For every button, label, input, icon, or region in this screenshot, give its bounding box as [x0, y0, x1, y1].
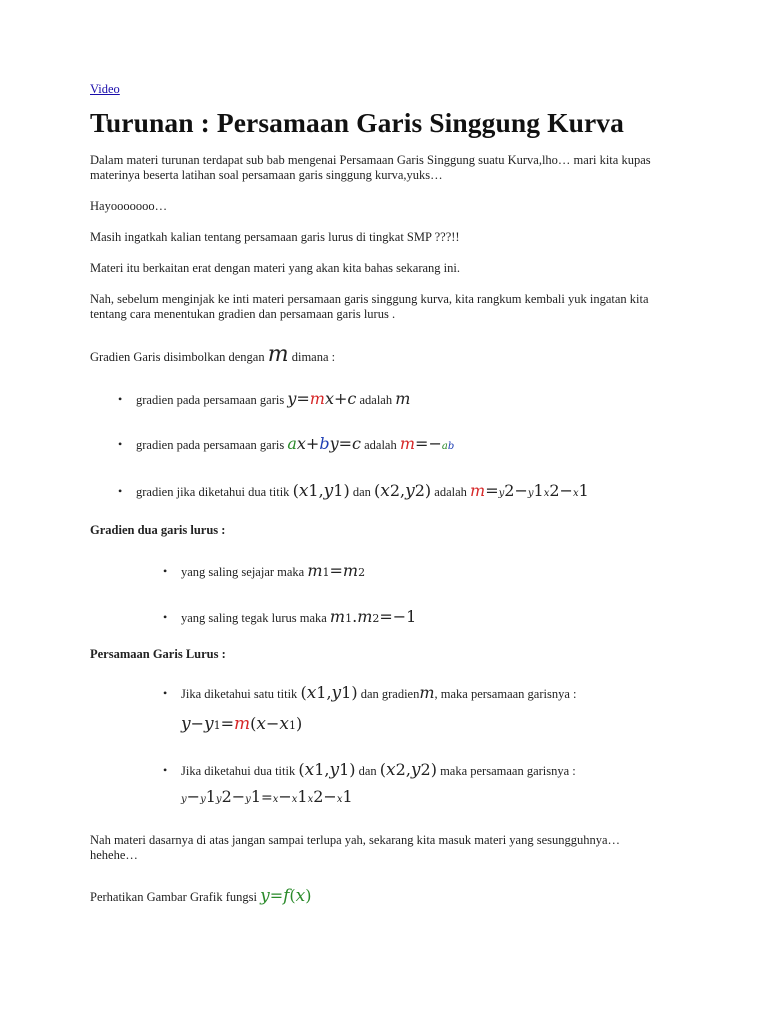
nah-paragraph: Nah, sebelum menginjak ke inti materi persamaan garis singgung kurva, kita rangkum kembali yuk ingatan kita tentang cara menentukan gradien dan persamaan garis lurus . — [90, 292, 649, 321]
hay-paragraph: Hayooooooo… — [90, 199, 168, 213]
formula-tegak: m1.m2=−1 — [329, 607, 417, 626]
formula-point2: (x2,y2) — [374, 481, 432, 501]
m-symbol: m — [267, 342, 289, 367]
formula-point1: (x1,y1) — [300, 683, 358, 703]
intro-paragraph: Dalam materi turunan terdapat sub bab mengenai Persamaan Garis Singgung suatu Kurva,lho… mari kita kupas materinya beserta latihan soal persamaan garis singgung kurva,yuks… — [90, 153, 651, 182]
list-item-text: adalah — [359, 393, 393, 407]
gradien-list — [118, 388, 680, 505]
heading-persamaan: Persamaan Garis Lurus : — [90, 647, 226, 661]
gradien-intro-text: Gradien Garis disimbolkan dengan — [90, 350, 265, 364]
bullet-icon: • — [163, 564, 168, 578]
bullet-icon: • — [118, 437, 123, 451]
list-item-text: gradien pada persamaan garis — [136, 438, 285, 452]
bullet-icon: • — [163, 763, 168, 777]
formula-m-neg-ab: m=−ab — [399, 434, 455, 453]
formula-m: m — [419, 683, 435, 702]
list-item-text: dan — [358, 764, 377, 778]
list-item — [163, 560, 680, 584]
persamaan-list — [163, 682, 680, 811]
formula-ymxc: y=mx+c — [287, 389, 357, 408]
materi-paragraph: Materi itu berkaitan erat dengan materi yang akan kita bahas sekarang ini. — [90, 261, 460, 275]
list-item-text: yang saling tegak lurus maka — [181, 611, 327, 625]
list-item — [163, 682, 680, 737]
list-item — [118, 388, 680, 411]
list-item-text: maka persamaan garisnya : — [440, 764, 576, 778]
masih-paragraph: Masih ingatkah kalian tentang persamaan garis lurus di tingkat SMP ???!! — [90, 230, 460, 244]
list-item-text: gradien pada persamaan garis — [136, 393, 285, 407]
bullet-icon: • — [163, 686, 168, 700]
dua-garis-list — [163, 560, 680, 630]
bullet-icon: • — [118, 392, 123, 406]
list-item — [163, 606, 680, 630]
article — [90, 78, 680, 908]
video-link[interactable]: Video — [90, 82, 120, 96]
list-item-text: dan — [352, 485, 371, 499]
formula-yfx: y=f(x) — [260, 886, 312, 906]
bullet-icon: • — [163, 610, 168, 624]
heading-dua-garis: Gradien dua garis lurus : — [90, 523, 226, 537]
formula-two-point: y−y1y2−y1=x−x1x2−x1 — [181, 787, 353, 806]
list-item-text: , maka persamaan garisnya : — [434, 687, 577, 701]
list-item — [118, 433, 680, 458]
formula-slope: m=y2−y1x2−x1 — [470, 481, 589, 500]
formula-m: m — [395, 389, 411, 408]
gradien-intro-post: dimana : — [291, 350, 336, 364]
list-item — [163, 759, 680, 811]
formula-sejajar: m1=m2 — [307, 561, 366, 580]
formula-axbyc: ax+by=c — [287, 434, 361, 453]
perhatikan-text: Perhatikan Gambar Grafik fungsi — [90, 890, 257, 904]
list-item-text: yang saling sejajar maka — [181, 565, 305, 579]
list-item-text: Jika diketahui satu titik — [181, 687, 298, 701]
formula-point-slope: y−y1=m(x−x1) — [181, 714, 303, 734]
gradien-intro — [90, 344, 680, 368]
page-title: Turunan : Persamaan Garis Singgung Kurva — [90, 107, 624, 138]
formula-point1: (x1,y1) — [292, 481, 350, 501]
formula-point1: (x1,y1) — [298, 760, 356, 780]
list-item-text: gradien jika diketahui dua titik — [136, 485, 290, 499]
perhatikan-paragraph — [90, 885, 680, 908]
list-item-text: adalah — [434, 485, 467, 499]
formula-point2: (x2,y2) — [379, 760, 437, 780]
bullet-icon: • — [118, 484, 123, 498]
list-item-text: adalah — [364, 438, 397, 452]
list-item — [118, 480, 680, 505]
list-item-text: dan gradien — [360, 687, 420, 701]
outro-paragraph: Nah materi dasarnya di atas jangan sampai terlupa yah, sekarang kita masuk materi yang sesungguhnya…hehehe… — [90, 833, 621, 862]
list-item-text: Jika diketahui dua titik — [181, 764, 296, 778]
